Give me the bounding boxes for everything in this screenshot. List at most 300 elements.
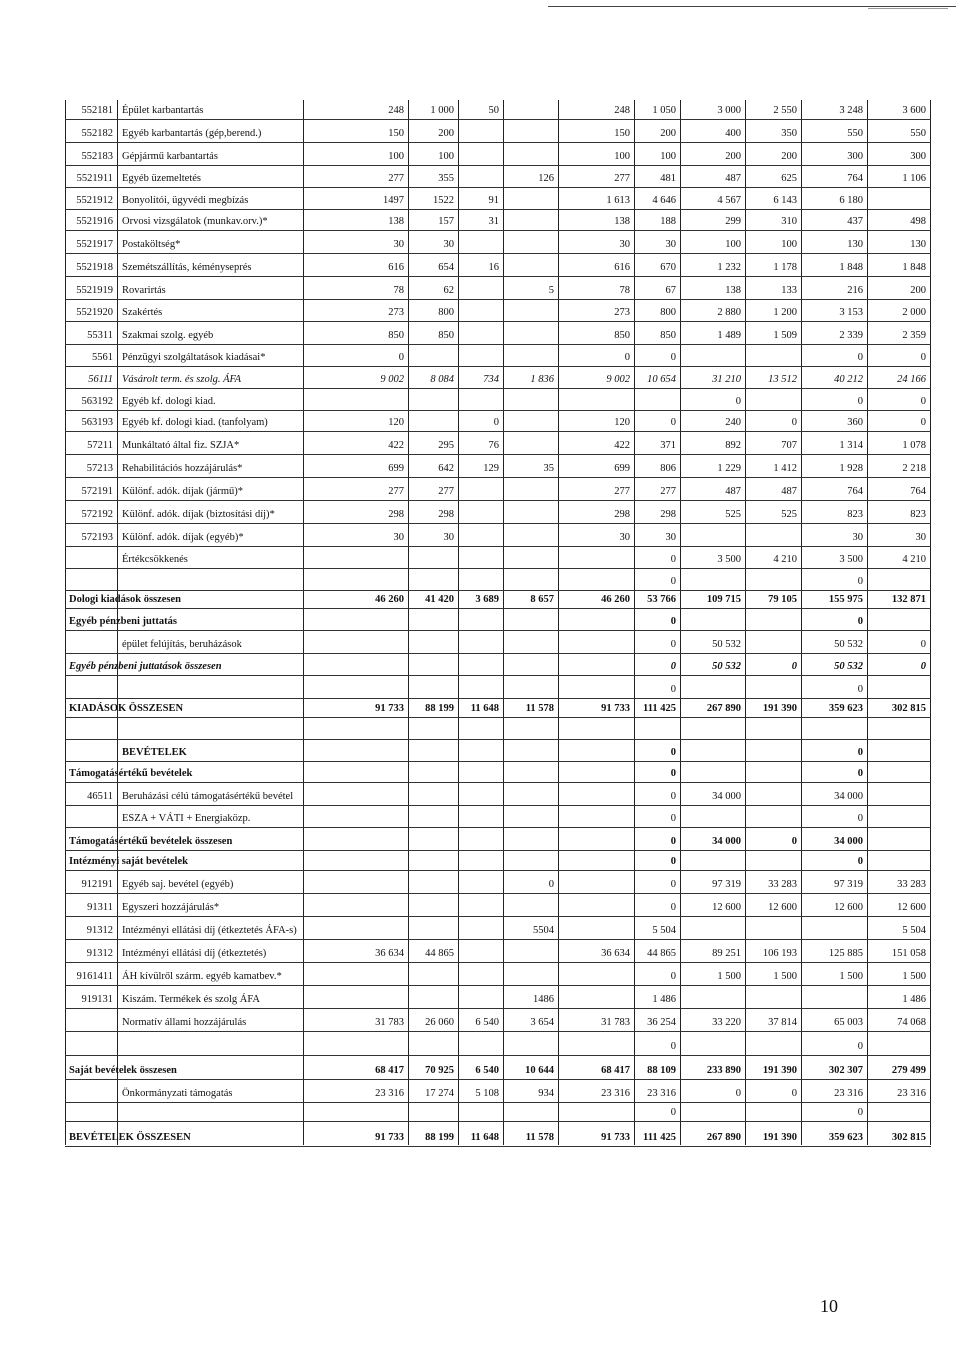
cell-value: 359 623 [828, 703, 863, 714]
table-row [0, 810, 960, 828]
cell-value: 138 [388, 216, 404, 227]
cell-value: 764 [847, 173, 863, 184]
cell-value: 41 420 [425, 594, 454, 605]
cell-value: 62 [443, 285, 454, 296]
cell-value: 0 [920, 417, 926, 428]
cell-value: 734 [483, 374, 499, 385]
cell-value: 100 [781, 239, 797, 250]
cell-value: 132 871 [891, 594, 926, 605]
table-row [0, 991, 960, 1009]
cell-value: 4 210 [773, 554, 797, 565]
table-row [0, 213, 960, 231]
cell-value: 150 [614, 128, 630, 139]
cell-value: 9 002 [606, 374, 630, 385]
cell-value: 0 [857, 1041, 863, 1052]
cell-value: 525 [781, 509, 797, 520]
row-rule [65, 500, 931, 501]
cell-value: 50 532 [712, 661, 741, 672]
cell-value: 30 [393, 239, 404, 250]
row-rule [65, 344, 931, 345]
cell-value: 33 220 [712, 1017, 741, 1028]
row-rule [65, 1121, 931, 1122]
cell-value: 850 [660, 330, 676, 341]
cell-value: 130 [910, 239, 926, 250]
cell-value: 0 [791, 836, 797, 847]
row-rule [65, 717, 931, 718]
cell-value: 1 500 [717, 971, 741, 982]
row-rule [65, 253, 931, 254]
cell-value: 26 060 [425, 1017, 454, 1028]
cell-value: 277 [438, 486, 454, 497]
cell-value: 106 193 [762, 948, 797, 959]
cell-value: 23 316 [647, 1088, 676, 1099]
cell-value: 0 [920, 396, 926, 407]
row-label: Intézményi ellátási díj (étkeztetés) [122, 948, 267, 959]
cell-value: 120 [388, 417, 404, 428]
cell-value: 850 [614, 330, 630, 341]
row-label: Beruházási célú támogatásértékű bevétel [122, 791, 294, 802]
row-rule [65, 761, 931, 762]
row-rule [65, 187, 931, 188]
cell-value: 2 550 [773, 105, 797, 116]
row-rule [65, 299, 931, 300]
cell-value: 0 [857, 747, 863, 758]
cell-value: 138 [725, 285, 741, 296]
row-label: Értékcsökkenés [122, 554, 188, 565]
cell-value: 12 600 [712, 902, 741, 913]
table-row [0, 968, 960, 986]
table-row [0, 529, 960, 547]
cell-value: 1 500 [902, 971, 926, 982]
cell-value: 3 248 [839, 105, 863, 116]
account-code: 9161411 [76, 971, 113, 982]
account-code: 91311 [87, 902, 113, 913]
cell-value: 0 [857, 768, 863, 779]
cell-value: 0 [791, 661, 797, 672]
cell-value: 892 [725, 440, 741, 451]
cell-value: 277 [614, 486, 630, 497]
table-row [0, 681, 960, 699]
row-rule [65, 653, 931, 654]
cell-value: 3 500 [717, 554, 741, 565]
account-code: 572191 [81, 486, 113, 497]
cell-value: 33 283 [768, 879, 797, 890]
cell-value: 3 600 [902, 105, 926, 116]
table-row [0, 460, 960, 478]
cell-value: 31 [488, 216, 499, 227]
table-row [0, 304, 960, 322]
table-row [0, 1104, 960, 1122]
row-rule [65, 388, 931, 389]
cell-value: 2 000 [902, 307, 926, 318]
table-row [0, 876, 960, 894]
cell-value: 0 [670, 879, 676, 890]
cell-value: 12 600 [768, 902, 797, 913]
cell-value: 654 [438, 262, 454, 273]
row-rule [65, 698, 931, 699]
cell-value: 97 319 [834, 879, 863, 890]
cell-value: 248 [388, 105, 404, 116]
row-label: Vásárolt term. és szolg. ÁFA [122, 374, 242, 385]
cell-value: 36 634 [601, 948, 630, 959]
cell-value: 200 [660, 128, 676, 139]
table-row [0, 349, 960, 367]
page-number: 10 [820, 1296, 838, 1316]
cell-value: 37 814 [768, 1017, 797, 1028]
account-code: 5521917 [76, 239, 113, 250]
account-code: 552183 [81, 151, 113, 162]
account-code: 5521911 [76, 173, 113, 184]
cell-value: 1 078 [902, 440, 926, 451]
cell-value: 23 316 [834, 1088, 863, 1099]
cell-value: 0 [670, 684, 676, 695]
cell-value: 0 [857, 352, 863, 363]
cell-value: 299 [725, 216, 741, 227]
row-rule [65, 1055, 931, 1056]
table-row [0, 1038, 960, 1056]
cell-value: 233 890 [706, 1065, 741, 1076]
row-rule [65, 870, 931, 871]
cell-value: 498 [910, 216, 926, 227]
cell-value: 50 532 [834, 639, 863, 650]
account-code: 46511 [87, 791, 113, 802]
cell-value: 0 [670, 813, 676, 824]
cell-value: 100 [725, 239, 741, 250]
cell-value: 1 848 [902, 262, 926, 273]
cell-value: 295 [438, 440, 454, 451]
row-label: Rovarirtás [122, 285, 166, 296]
cell-value: 1 486 [902, 994, 926, 1005]
cell-value: 155 975 [828, 594, 863, 605]
cell-value: 670 [660, 262, 676, 273]
cell-value: 800 [660, 307, 676, 318]
account-code: 563193 [81, 417, 113, 428]
cell-value: 91 733 [601, 703, 630, 714]
cell-value: 1 509 [773, 330, 797, 341]
cell-value: 300 [847, 151, 863, 162]
cell-value: 1 500 [839, 971, 863, 982]
cell-value: 31 783 [601, 1017, 630, 1028]
cell-value: 0 [857, 684, 863, 695]
row-label: Szemétszállítás, kéményseprés [122, 262, 252, 273]
table-row [0, 833, 960, 851]
cell-value: 200 [438, 128, 454, 139]
cell-value: 31 210 [712, 374, 741, 385]
cell-value: 2 339 [839, 330, 863, 341]
table-row [0, 551, 960, 569]
cell-value: 23 316 [897, 1088, 926, 1099]
row-rule [65, 962, 931, 963]
row-label: épület felújítás, beruházások [122, 639, 242, 650]
cell-value: 298 [660, 509, 676, 520]
cell-value: 36 634 [375, 948, 404, 959]
cell-value: 76 [488, 440, 499, 451]
cell-value: 125 885 [828, 948, 863, 959]
cell-value: 35 [543, 463, 554, 474]
cell-value: 0 [735, 1088, 741, 1099]
account-code: 5521919 [76, 285, 113, 296]
cell-value: 0 [857, 616, 863, 627]
account-code: 5521912 [76, 195, 113, 206]
cell-value: 823 [910, 509, 926, 520]
cell-value: 0 [857, 856, 863, 867]
row-label: Különf. adók. díjak (biztosítási díj)* [122, 509, 275, 520]
cell-value: 0 [493, 417, 499, 428]
table-row [0, 393, 960, 411]
table-row [0, 102, 960, 120]
cell-value: 6 540 [475, 1065, 499, 1076]
cell-value: 24 166 [897, 374, 926, 385]
table-row [0, 1129, 960, 1147]
row-label: Bonyolítói, ügyvédi megbízás [122, 195, 249, 206]
cell-value: 150 [388, 128, 404, 139]
table-row [0, 613, 960, 631]
row-label: Normatív állami hozzájárulás [122, 1017, 247, 1028]
cell-value: 0 [670, 971, 676, 982]
row-label: Önkormányzati támogatás [122, 1088, 233, 1099]
row-label: Szakmai szolg. egyéb [122, 330, 214, 341]
row-rule [65, 985, 931, 986]
cell-value: 1 486 [652, 994, 676, 1005]
cell-value: 0 [670, 352, 676, 363]
account-code: 572193 [81, 532, 113, 543]
cell-value: 100 [388, 151, 404, 162]
cell-value: 699 [388, 463, 404, 474]
cell-value: 0 [857, 396, 863, 407]
cell-value: 5 108 [475, 1088, 499, 1099]
cell-value: 23 316 [601, 1088, 630, 1099]
cell-value: 298 [614, 509, 630, 520]
cell-value: 422 [614, 440, 630, 451]
row-label: Támogatásértékű bevételek összesen [69, 836, 233, 847]
cell-value: 30 [665, 532, 676, 543]
cell-value: 74 068 [897, 1017, 926, 1028]
cell-value: 437 [847, 216, 863, 227]
row-label: Pénzügyi szolgáltatások kiadásai* [122, 352, 266, 363]
row-rule [65, 939, 931, 940]
row-rule [65, 1102, 931, 1103]
cell-value: 487 [781, 486, 797, 497]
table-row [0, 371, 960, 389]
cell-value: 200 [725, 151, 741, 162]
table-row [0, 788, 960, 806]
cell-value: 36 254 [647, 1017, 676, 1028]
cell-value: 91 733 [375, 703, 404, 714]
row-label: BEVÉTELEK ÖSSZESEN [69, 1132, 191, 1143]
row-label: ÁH kívülről szárm. egyéb kamatbev.* [122, 971, 282, 982]
row-label: Orvosi vizsgálatok (munkav.orv.)* [122, 216, 268, 227]
cell-value: 277 [388, 173, 404, 184]
cell-value: 1 500 [773, 971, 797, 982]
cell-value: 130 [847, 239, 863, 250]
cell-value: 0 [670, 639, 676, 650]
cell-value: 23 316 [375, 1088, 404, 1099]
cell-value: 79 105 [768, 594, 797, 605]
cell-value: 273 [388, 307, 404, 318]
table-row [0, 483, 960, 501]
cell-value: 0 [670, 747, 676, 758]
cell-value: 6 143 [773, 195, 797, 206]
cell-value: 5 [548, 285, 554, 296]
account-code: 55311 [87, 330, 113, 341]
cell-value: 0 [548, 879, 554, 890]
account-code: 5521916 [76, 216, 113, 227]
cell-value: 823 [847, 509, 863, 520]
table-row [0, 192, 960, 210]
cell-value: 70 925 [425, 1065, 454, 1076]
cell-value: 1 489 [717, 330, 741, 341]
cell-value: 91 [488, 195, 499, 206]
cell-value: 30 [665, 239, 676, 250]
row-rule [65, 827, 931, 828]
table-row [0, 573, 960, 591]
cell-value: 138 [614, 216, 630, 227]
row-label: KIADÁSOK ÖSSZESEN [69, 703, 184, 714]
cell-value: 3 500 [839, 554, 863, 565]
cell-value: 850 [438, 330, 454, 341]
cell-value: 33 283 [897, 879, 926, 890]
account-code: 5521920 [76, 307, 113, 318]
cell-value: 157 [438, 216, 454, 227]
row-rule [65, 893, 931, 894]
cell-value: 764 [847, 486, 863, 497]
cell-value: 65 003 [834, 1017, 863, 1028]
cell-value: 6 540 [475, 1017, 499, 1028]
row-rule [65, 454, 931, 455]
cell-value: 30 [393, 532, 404, 543]
cell-value: 481 [660, 173, 676, 184]
cell-value: 0 [670, 856, 676, 867]
table-row [0, 327, 960, 345]
account-code: 91312 [86, 925, 113, 936]
row-label: BEVÉTELEK [122, 747, 187, 758]
cell-value: 0 [857, 813, 863, 824]
account-code: 5521918 [76, 262, 113, 273]
row-label: Postaköltség* [122, 239, 181, 250]
account-code: 5561 [92, 352, 113, 363]
table-row [0, 700, 960, 718]
cell-value: 3 000 [717, 105, 741, 116]
row-label: Gépjármű karbantartás [122, 151, 218, 162]
cell-value: 279 499 [891, 1065, 926, 1076]
cell-value: 16 [488, 262, 499, 273]
cell-value: 0 [398, 352, 404, 363]
cell-value: 3 654 [530, 1017, 554, 1028]
cell-value: 10 644 [525, 1065, 554, 1076]
row-rule [65, 568, 931, 569]
cell-value: 4 567 [717, 195, 741, 206]
table-row [0, 853, 960, 871]
row-label: Egyéb karbantartás (gép,berend.) [122, 128, 262, 139]
cell-value: 707 [781, 440, 797, 451]
cell-value: 350 [781, 128, 797, 139]
cell-value: 200 [781, 151, 797, 162]
cell-value: 487 [725, 173, 741, 184]
cell-value: 5 504 [652, 925, 676, 936]
row-rule [65, 410, 931, 411]
cell-value: 88 199 [425, 1132, 454, 1143]
cell-value: 359 623 [828, 1132, 863, 1143]
cell-value: 1 613 [606, 195, 630, 206]
row-label: Dologi kiadások összesen [69, 594, 182, 605]
cell-value: 371 [660, 440, 676, 451]
row-rule [65, 431, 931, 432]
cell-value: 273 [614, 307, 630, 318]
row-label: Különf. adók. díjak (jármű)* [122, 486, 244, 497]
table-row [0, 282, 960, 300]
cell-value: 44 865 [647, 948, 676, 959]
cell-value: 4 210 [902, 554, 926, 565]
cell-value: 50 [488, 105, 499, 116]
cell-value: 550 [910, 128, 926, 139]
cell-value: 1486 [533, 994, 554, 1005]
table-row [0, 148, 960, 166]
cell-value: 12 600 [834, 902, 863, 913]
cell-value: 1 928 [839, 463, 863, 474]
cell-value: 0 [670, 791, 676, 802]
table-row [0, 1062, 960, 1080]
row-label: Intézményi saját bevételek [69, 856, 188, 867]
table-row [0, 506, 960, 524]
cell-value: 0 [670, 1041, 676, 1052]
cell-value: 68 417 [375, 1065, 404, 1076]
table-row [0, 945, 960, 963]
cell-value: 422 [388, 440, 404, 451]
table-row [0, 414, 960, 432]
row-rule [65, 1008, 931, 1009]
cell-value: 1522 [433, 195, 454, 206]
row-rule [65, 523, 931, 524]
cell-value: 191 390 [762, 1065, 797, 1076]
table-row [0, 437, 960, 455]
table-row [0, 899, 960, 917]
cell-value: 240 [725, 417, 741, 428]
cell-value: 302 307 [828, 1065, 863, 1076]
cell-value: 100 [438, 151, 454, 162]
cell-value: 0 [791, 417, 797, 428]
cell-value: 298 [438, 509, 454, 520]
table-row [0, 658, 960, 676]
cell-value: 78 [619, 285, 630, 296]
row-label: Egyéb saj. bevétel (egyéb) [122, 879, 234, 890]
account-code: 57211 [87, 440, 113, 451]
cell-value: 934 [538, 1088, 554, 1099]
row-rule [65, 276, 931, 277]
cell-value: 120 [614, 417, 630, 428]
cell-value: 12 600 [897, 902, 926, 913]
cell-value: 0 [670, 836, 676, 847]
cell-value: 13 512 [768, 374, 797, 385]
cell-value: 0 [670, 1107, 676, 1118]
cell-value: 129 [483, 463, 499, 474]
cell-value: 1 232 [717, 262, 741, 273]
cell-value: 4 646 [652, 195, 676, 206]
cell-value: 126 [538, 173, 554, 184]
row-rule [65, 321, 931, 322]
row-rule [65, 209, 931, 210]
row-label: Egyéb pénzbeni juttatás [69, 616, 177, 627]
cell-value: 302 815 [891, 703, 926, 714]
cell-value: 764 [910, 486, 926, 497]
cell-value: 1 106 [902, 173, 926, 184]
row-rule [65, 1079, 931, 1080]
cell-value: 1 412 [773, 463, 797, 474]
cell-value: 78 [393, 285, 404, 296]
cell-value: 1 050 [652, 105, 676, 116]
row-label: Kiszám. Termékek és szolg ÁFA [122, 994, 260, 1005]
cell-value: 3 153 [839, 307, 863, 318]
table-row [0, 591, 960, 609]
